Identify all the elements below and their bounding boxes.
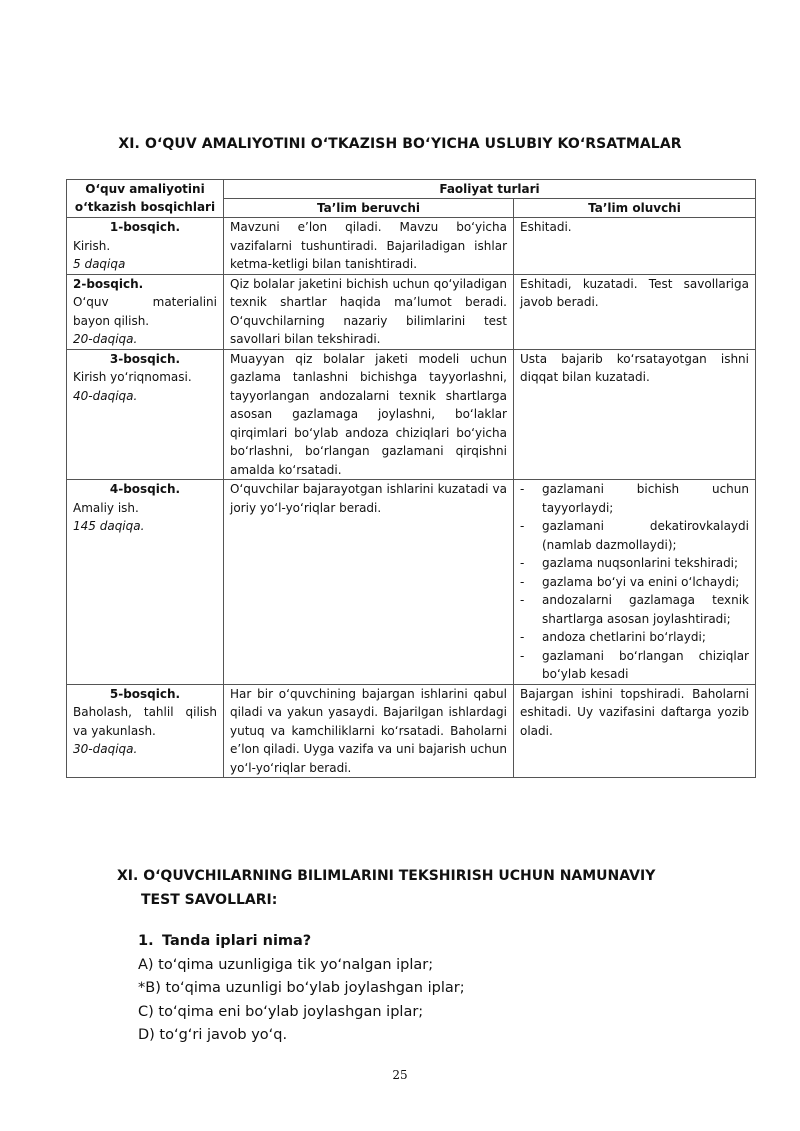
stage-name: Kirish. xyxy=(73,238,111,253)
stage-label: 1-bosqich. xyxy=(109,220,181,234)
stage-time: 145 daqiqa. xyxy=(73,519,145,533)
stage-cell xyxy=(67,349,224,480)
list-item: - gazlama bo‘yi va enini o‘lchaydi; xyxy=(520,573,749,592)
stage-label: 4-bosqich. xyxy=(109,482,181,496)
stage-label: 5-bosqich. xyxy=(109,686,181,701)
test-section-title xyxy=(117,864,737,912)
list-item: - gazlama nuqsonlarini tekshiradi; xyxy=(520,554,749,573)
lesson-plan-table xyxy=(66,179,756,778)
stage-label: 2-bosqich. xyxy=(73,276,144,291)
header-teacher: Ta’lim beruvchi xyxy=(224,199,514,218)
stage-name: O‘quv materialini bayon qilish. xyxy=(73,295,217,328)
stage-name: Kirish yo‘riqnomasi. xyxy=(73,370,192,384)
list-item: - andoza chetlarini bo‘rlaydi; xyxy=(520,628,749,647)
answer-option: A) to‘qima uzunligiga tik yo‘nalgan iplar; xyxy=(138,956,434,973)
stage-cell xyxy=(67,480,224,685)
test-section-title-line2: TEST SAVOLLARI: xyxy=(141,892,278,908)
table-row xyxy=(67,218,756,275)
stage-cell xyxy=(67,684,224,778)
header-stage-column: O‘quv amaliyotini o‘tkazish bosqichlari xyxy=(67,180,224,218)
table-row xyxy=(67,349,756,480)
list-item: - andozalarni gazlamaga texnik shartlarga asosan joylashtiradi; xyxy=(520,591,749,628)
header-activities: Faoliyat turlari xyxy=(224,180,756,199)
student-task-list xyxy=(520,480,749,684)
header-student: Ta’lim oluvchi xyxy=(514,199,756,218)
question-block xyxy=(138,930,465,1048)
question-number: 1. xyxy=(138,933,154,949)
stage-cell xyxy=(67,274,224,349)
teacher-activity: Muayyan qiz bolalar jaketi modeli uchun gazlama tanlashni bichishga tayyorlashni, tayyorlangan andozalarni texnik shartlarga asosan gazlamaga joylashni, bo‘laklar qirqimlari bo‘ylab andoza chiziqlari bo‘yicha bo‘rlashni, bo‘rlangan gazlamani qirqishni amalda ko‘rsatadi. xyxy=(224,349,514,480)
student-activity: Bajargan ishini topshiradi. Baholarni eshitadi. Uy vazifasini daftarga yozib oladi. xyxy=(514,684,756,778)
teacher-activity: Har bir o‘quvchining bajargan ishlarini qabul qiladi va yakun yasaydi. Bajarilgan ishlardagi yutuq va kamchiliklarni ko‘rsatadi. Baholarni e’lon qiladi. Uyga vazifa va uni bajarish uchun yo‘l-yo‘riqlar beradi. xyxy=(224,684,514,778)
teacher-activity: Qiz bolalar jaketini bichish uchun qo‘yiladigan texnik shartlar haqida ma’lumot beradi. O‘quvchilarning nazariy bilimlarini test savollari bilan tekshiradi. xyxy=(224,274,514,349)
stage-name: Amaliy ish. xyxy=(73,500,139,515)
student-activity: Eshitadi, kuzatadi. Test savollariga javob beradi. xyxy=(514,274,756,349)
teacher-activity: Mavzuni e’lon qiladi. Mavzu bo‘yicha vazifalarni tushuntiradi. Bajariladigan ishlar ketma-ketligi bilan tanishtiradi. xyxy=(224,218,514,275)
stage-name: Baholash, tahlil qilish va yakunlash. xyxy=(73,705,217,738)
page-number: 25 xyxy=(392,1068,408,1082)
list-item: - gazlamani bo‘rlangan chiziqlar bo‘ylab kesadi xyxy=(520,647,749,684)
question-text: Tanda iplari nima? xyxy=(162,933,312,949)
stage-time: 5 daqiqa xyxy=(73,257,126,271)
stage-time: 30-daqiqa. xyxy=(73,742,138,756)
answer-option: C) to‘qima eni bo‘ylab joylashgan iplar; xyxy=(138,1003,424,1020)
answer-option: *B) to‘qima uzunligi bo‘ylab joylashgan iplar; xyxy=(138,980,465,996)
question-title xyxy=(138,930,465,954)
stage-time: 40-daqiqa. xyxy=(73,388,138,403)
teacher-activity: O‘quvchilar bajarayotgan ishlarini kuzatadi va joriy yo‘l-yo‘riqlar beradi. xyxy=(224,480,514,685)
stage-cell xyxy=(67,218,224,275)
list-item: - gazlamani bichish uchun tayyorlaydi; xyxy=(520,480,749,517)
stage-label: 3-bosqich. xyxy=(109,351,181,366)
test-section-title-line1: XI. O‘QUVCHILARNING BILIMLARINI TEKSHIRISH UCHUN NAMUNAVIY xyxy=(117,868,656,884)
answer-option: D) to‘g‘ri javob yo‘q. xyxy=(138,1027,288,1043)
table-row xyxy=(67,684,756,778)
student-activity: Eshitadi. xyxy=(514,218,756,275)
section-title: XI. O‘QUV AMALIYOTINI O‘TKAZISH BO‘YICHA USLUBIY KO‘RSATMALAR xyxy=(118,136,682,152)
table-row xyxy=(67,480,756,685)
stage-time: 20-daqiqa. xyxy=(73,332,138,346)
student-activity xyxy=(514,480,756,685)
student-activity: Usta bajarib ko‘rsatayotgan ishni diqqat bilan kuzatadi. xyxy=(514,349,756,480)
list-item: - gazlamani dekatirovkalaydi (namlab dazmollaydi); xyxy=(520,517,749,554)
table-row xyxy=(67,274,756,349)
